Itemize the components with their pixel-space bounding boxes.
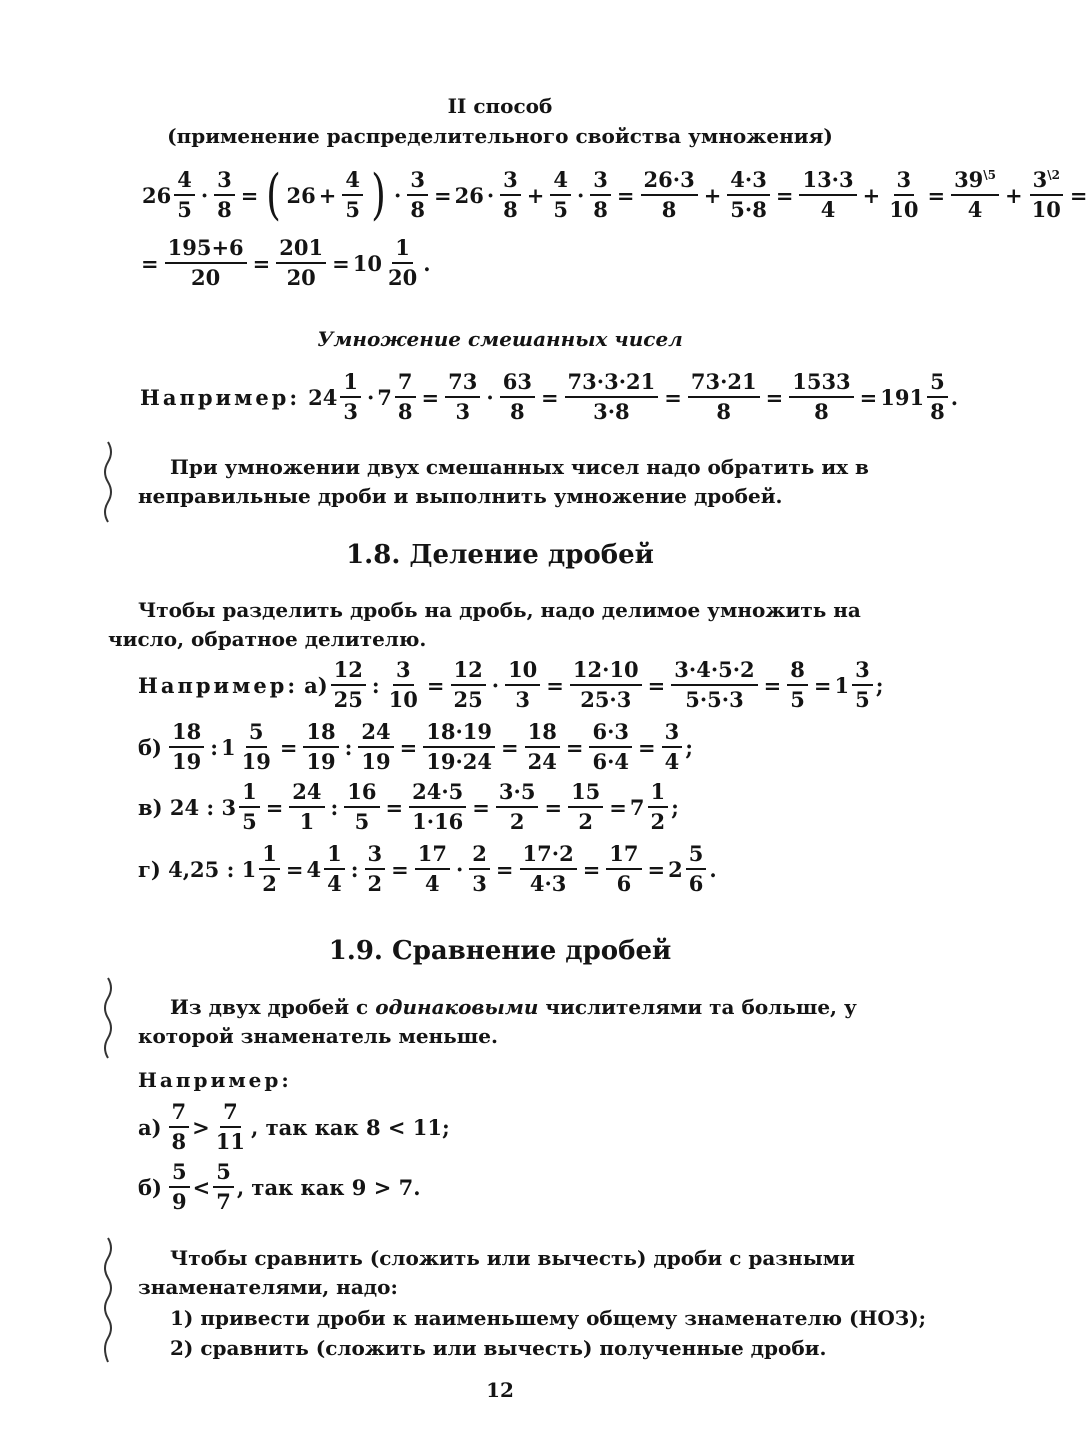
section-1-8-title: 1.8. Деление дробей [346, 540, 654, 570]
method-subtitle: (применение распределительного свойства умножения) [167, 124, 833, 148]
mixed-numbers-heading: Умножение смешанных чисел [317, 327, 683, 351]
example-label: Например: [138, 1068, 292, 1092]
wavy-brace-decoration [98, 440, 116, 524]
division-example-a: Например: а) 12 25 : $\frac{3}{10}$ = $\frac{12}{25}$ · $\frac{10}{3}$ = $\frac{12\cdot 10}{25\cdot 3}$ = $\frac{3\cdot 4\cdot 5\cdot 2}{5\cdot 5\cdot 3}$ = $\frac{8}{5}$ = 1 3 5 ; [138, 657, 884, 713]
division-example-v: в) 24 : 3 $\frac{1}{5}$ = $\frac{24}{1}$ : $\frac{16}{5}$ = $\frac{24\cdot 5}{1\cdot 16}$ = $\frac{3\cdot 5}{2}$ = $\frac{15}{2}$ = 7 1 2 ; [138, 779, 679, 835]
equation-distributive-1: 26 4 5 · $\frac{3}{8}$ = ( 26 + $\frac{4}{5}$ ) · $\frac{3}{8}$ = 26 · 3 8 + $\frac{4}{5}$ · $\frac{3}{8}$ = $\frac{26\cdot 3}{8}$ + $\frac{4\cdot 3}{5\cdot 8}$ = $\frac{13\cdot 3}{4}$ + $\frac{3}{10}$ = $\frac{39^{\backslash 5}}{4}$ + $\frac{3^{\backslash 2}}{10}$ = [142, 163, 1088, 227]
page-number: 12 [486, 1378, 514, 1402]
step-2: 2) сравнить (сложить или вычесть) полученные дроби. [170, 1336, 827, 1360]
equation-distributive-2: = $\frac{195+6}{20}$ = $\frac{201}{20}$ = 10 1 20 . [141, 235, 431, 291]
compare-example-b: б) 5 9 < 5 7 , так как 9 > 7. [138, 1159, 421, 1215]
division-example-b: б) 18 19 : 1 $\frac{5}{19}$ = $\frac{18}{19}$ : $\frac{24}{19}$ = $\frac{18\cdot 19}{19\cdot 24}$ = $\frac{18}{24}$ = $\frac{6\cdot 3}{6\cdot 4}$ = $\frac{3}{4}$ ; [138, 719, 694, 775]
rule-division: Чтобы разделить дробь на дробь, надо делимое умножить на число, обратное делителю. [108, 598, 861, 651]
compare-example-a: а) 7 8 > 7 11 , так как 8 < 11; [138, 1099, 450, 1155]
division-example-g: г) 4,25 : 1 $\frac{1}{2}$ = 4 1 4 : $\frac{3}{2}$ = $\frac{17}{4}$ · $\frac{2}{3}$ = $\frac{17\cdot 2}{4\cdot 3}$ = $\frac{17}{6}$ = 2 5 6 . [138, 841, 717, 897]
rule-compare-same-numerators: Из двух дробей с одинаковыми числителями та больше, у которой знаменатель меньше. [138, 995, 857, 1048]
equation-mixed-multiplication: Например: 24 1 3 · 7 $\frac{7}{8}$ = $\frac{73}{3}$ · $\frac{63}{8}$ = $\frac{73\cdot 3\cdot 21}{3\cdot 8}$ = $\frac{73\cdot 21}{8}$ = $\frac{1533}{8}$ = 191 5 8 . [140, 369, 959, 425]
step-1: 1) привести дроби к наименьшему общему знаменателю (НОЗ); [170, 1306, 927, 1330]
method-title: II способ [447, 94, 553, 118]
wavy-brace-decoration [98, 1236, 116, 1364]
section-1-9-title: 1.9. Сравнение дробей [328, 936, 672, 966]
rule-mixed-multiplication: При умножении двух смешанных чисел надо обратить их в неправильные дроби и выполнить умножение дробей. [138, 455, 869, 508]
rule-compare-different-denominators: Чтобы сравнить (сложить или вычесть) дроби с разными знаменателями, надо: [138, 1246, 855, 1299]
wavy-brace-decoration [98, 976, 116, 1060]
